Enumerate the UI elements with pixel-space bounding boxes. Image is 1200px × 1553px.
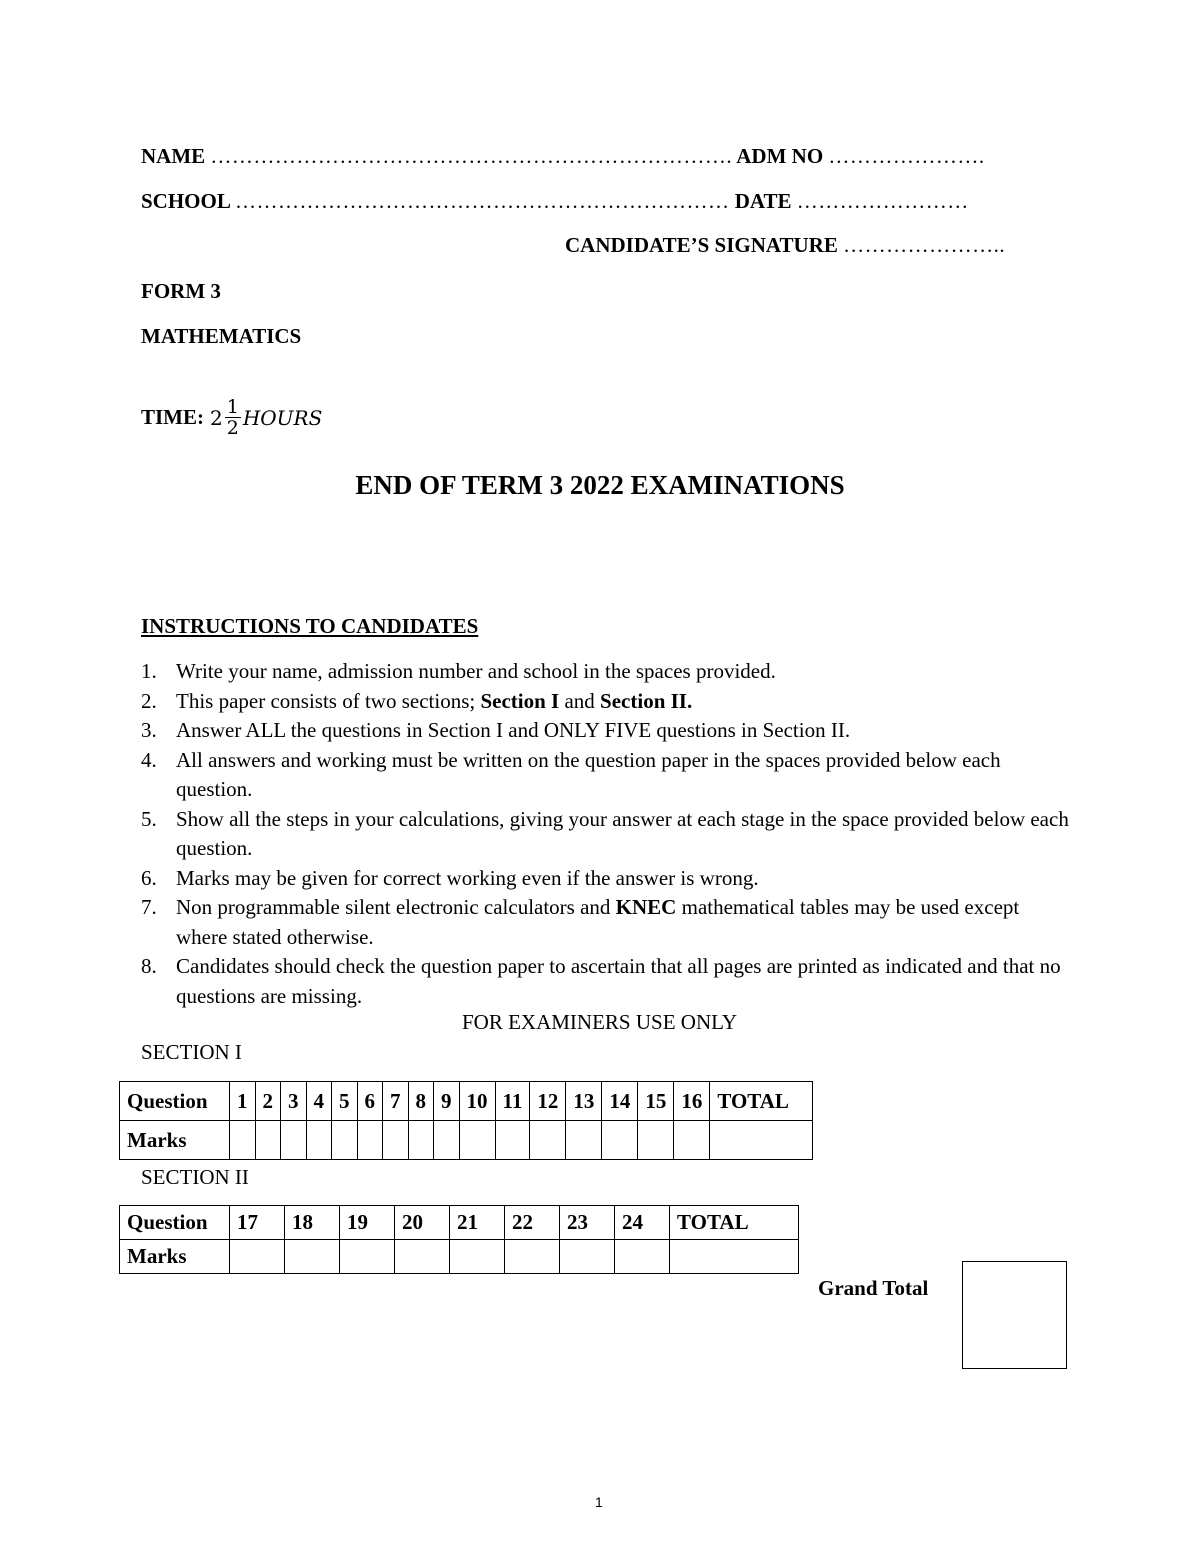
section2-marks-table — [119, 1205, 799, 1274]
instructions-heading: INSTRUCTIONS TO CANDIDATES — [141, 614, 479, 638]
table-row — [120, 1240, 799, 1274]
adm-blank[interactable]: …………………. — [828, 144, 985, 168]
instruction-item: 5. Show all the steps in your calculations, giving your answer at each stage in the space provided below each question. — [141, 806, 1069, 860]
name-blank[interactable]: ………………………………………………………………. — [210, 144, 733, 168]
date-blank[interactable]: …………………… — [796, 189, 969, 213]
instruction-item: 2. This paper consists of two sections; Section I and Section II. — [141, 688, 693, 713]
school-blank[interactable]: …………………………………………………………… — [234, 189, 730, 213]
instructions-list — [141, 657, 1071, 1011]
total-header-cell: TOTAL — [670, 1206, 799, 1240]
signature-label: CANDIDATE’S SIGNATURE — [565, 233, 838, 257]
question-number-cell: 8 — [408, 1082, 434, 1121]
question-number-cell: 19 — [340, 1206, 395, 1240]
instruction-item: 6. Marks may be given for correct working even if the answer is wrong. — [141, 865, 759, 890]
marks-cell[interactable] — [459, 1121, 495, 1160]
marks-cell[interactable] — [395, 1240, 450, 1274]
time-label: TIME: — [141, 405, 204, 429]
question-number-cell: 9 — [434, 1082, 460, 1121]
name-field-line — [141, 144, 985, 169]
instruction-item: 8. Candidates should check the question paper to ascertain that all pages are printed as indicated and that no questions are missing. — [141, 954, 1061, 1008]
marks-cell[interactable] — [230, 1240, 285, 1274]
time-numerator: 1 — [226, 396, 239, 418]
question-number-cell: 7 — [383, 1082, 409, 1121]
question-number-cell: 16 — [674, 1082, 710, 1121]
question-number-cell: 6 — [357, 1082, 383, 1121]
form-label: FORM 3 — [141, 279, 221, 303]
total-marks-cell[interactable] — [670, 1240, 799, 1274]
time-whole: 2 — [210, 405, 223, 430]
marks-cell[interactable] — [602, 1121, 638, 1160]
instruction-item: 7. Non programmable silent electronic calculators and KNEC mathematical tables may be used except where stated otherwise. — [141, 895, 1020, 949]
marks-cell[interactable] — [434, 1121, 460, 1160]
marks-cell[interactable] — [285, 1240, 340, 1274]
marks-cell[interactable] — [450, 1240, 505, 1274]
school-field-line — [141, 189, 969, 214]
table-row — [120, 1121, 813, 1160]
time-unit: HOURS — [242, 405, 323, 430]
signature-blank[interactable]: ………………….. — [843, 233, 1006, 257]
marks-cell[interactable] — [505, 1240, 560, 1274]
marks-cell[interactable] — [383, 1121, 409, 1160]
marks-cell[interactable] — [255, 1121, 281, 1160]
marks-cell[interactable] — [281, 1121, 307, 1160]
time-fraction — [225, 397, 241, 438]
question-number-cell: 10 — [459, 1082, 495, 1121]
marks-header-cell: Marks — [120, 1121, 230, 1160]
question-number-cell: 22 — [505, 1206, 560, 1240]
marks-cell[interactable] — [230, 1121, 256, 1160]
instruction-item: 1. Write your name, admission number and school in the spaces provided. — [141, 659, 776, 683]
question-number-cell: 1 — [230, 1082, 256, 1121]
time-denominator: 2 — [226, 417, 239, 439]
marks-cell[interactable] — [357, 1121, 383, 1160]
marks-header-cell: Marks — [120, 1240, 230, 1274]
total-marks-cell[interactable] — [710, 1121, 813, 1160]
question-number-cell: 12 — [530, 1082, 566, 1121]
section1-marks-table — [119, 1081, 813, 1160]
marks-cell[interactable] — [408, 1121, 434, 1160]
section2-label: SECTION II — [141, 1165, 249, 1189]
subject-label: MATHEMATICS — [141, 324, 302, 348]
marks-cell[interactable] — [306, 1121, 332, 1160]
marks-cell[interactable] — [566, 1121, 602, 1160]
exam-title: END OF TERM 3 2022 EXAMINATIONS — [355, 470, 845, 500]
instruction-item: 4. All answers and working must be written on the question paper in the spaces provided below each question. — [141, 747, 1001, 801]
marks-cell[interactable] — [332, 1121, 358, 1160]
marks-cell[interactable] — [495, 1121, 530, 1160]
section1-label: SECTION I — [141, 1040, 242, 1064]
question-number-cell: 17 — [230, 1206, 285, 1240]
question-number-cell: 23 — [560, 1206, 615, 1240]
question-number-cell: 21 — [450, 1206, 505, 1240]
instruction-item: 3. Answer ALL the questions in Section I and ONLY FIVE questions in Section II. — [141, 718, 851, 742]
grand-total-label: Grand Total — [818, 1276, 929, 1300]
page-number: 1 — [595, 1494, 603, 1510]
question-number-cell: 24 — [615, 1206, 670, 1240]
table-row — [120, 1082, 813, 1121]
question-header-cell: Question — [120, 1206, 230, 1240]
question-number-cell: 18 — [285, 1206, 340, 1240]
total-header-cell: TOTAL — [710, 1082, 813, 1121]
question-header-cell: Question — [120, 1082, 230, 1121]
date-label: DATE — [734, 189, 792, 213]
adm-label: ADM NO — [736, 144, 824, 168]
marks-cell[interactable] — [560, 1240, 615, 1274]
grand-total-box[interactable] — [962, 1261, 1067, 1369]
table-row — [120, 1206, 799, 1240]
question-number-cell: 11 — [495, 1082, 530, 1121]
marks-cell[interactable] — [340, 1240, 395, 1274]
name-label: NAME — [141, 144, 206, 168]
question-number-cell: 5 — [332, 1082, 358, 1121]
question-number-cell: 15 — [638, 1082, 674, 1121]
signature-field-line — [565, 233, 1005, 258]
question-number-cell: 3 — [281, 1082, 307, 1121]
question-number-cell: 14 — [602, 1082, 638, 1121]
marks-cell[interactable] — [638, 1121, 674, 1160]
examiners-use-label: FOR EXAMINERS USE ONLY — [462, 1010, 737, 1034]
question-number-cell: 4 — [306, 1082, 332, 1121]
marks-cell[interactable] — [674, 1121, 710, 1160]
time-line — [141, 397, 322, 438]
question-number-cell: 13 — [566, 1082, 602, 1121]
school-label: SCHOOL — [141, 189, 230, 213]
marks-cell[interactable] — [530, 1121, 566, 1160]
question-number-cell: 20 — [395, 1206, 450, 1240]
marks-cell[interactable] — [615, 1240, 670, 1274]
question-number-cell: 2 — [255, 1082, 281, 1121]
